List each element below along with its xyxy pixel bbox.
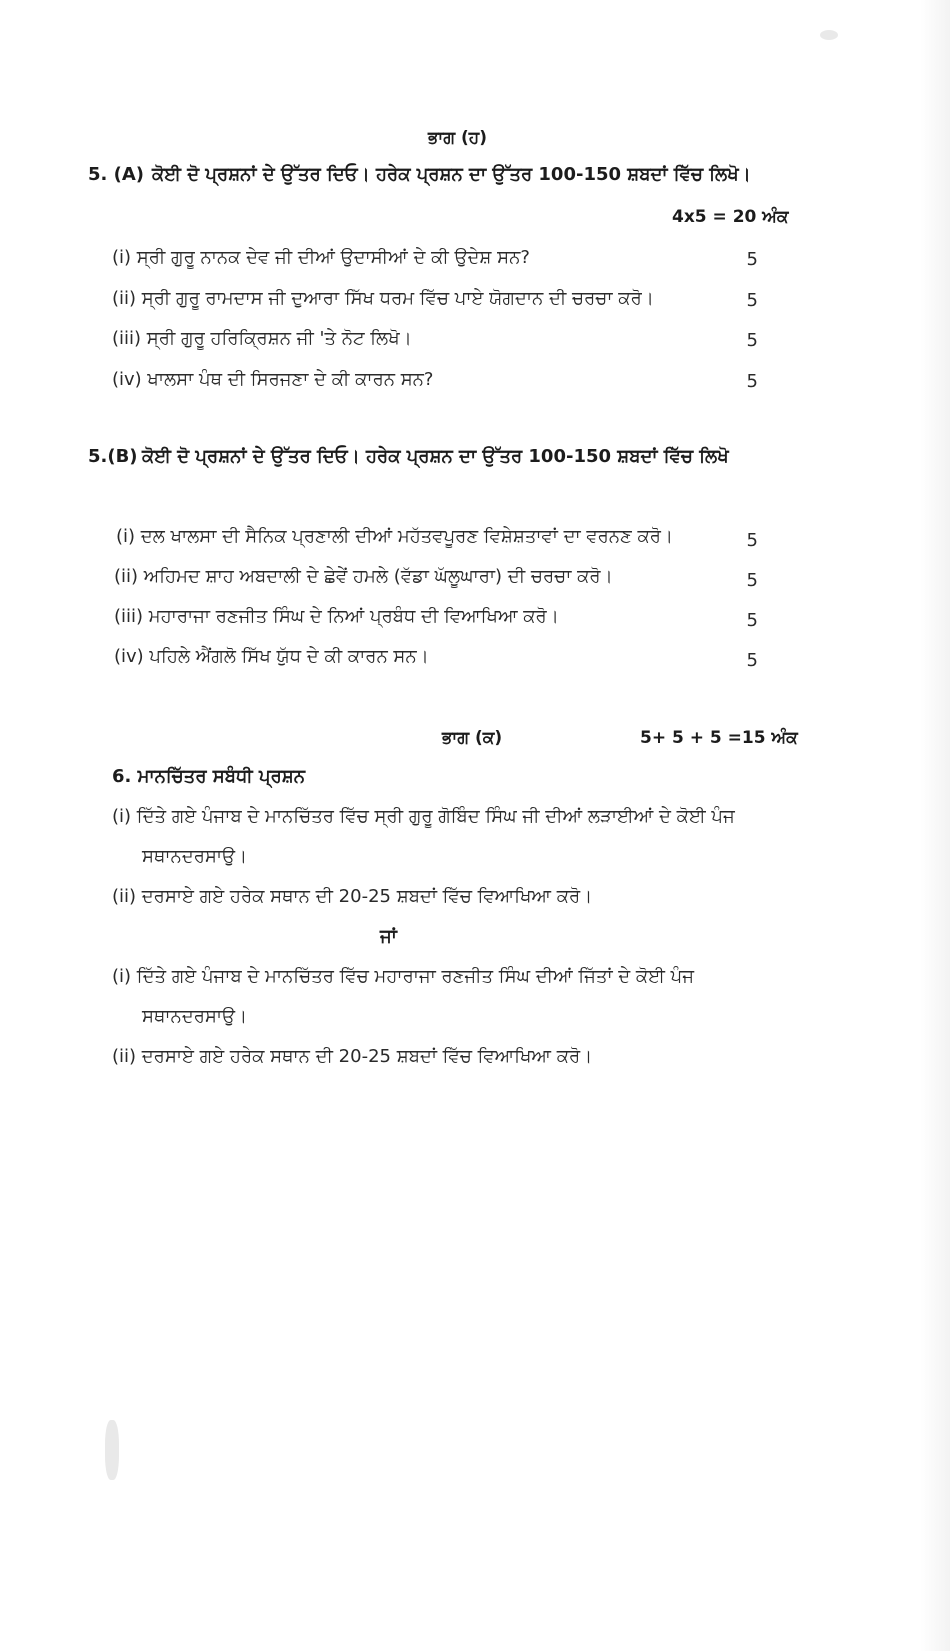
question-5a-instruction: ਕੋਈ ਦੋ ਪ੍ਰਸ਼ਨਾਂ ਦੇ ਉੱਤਰ ਦਿਓ। ਹਰੇਕ ਪ੍ਰਸ਼ਨ ਦਾ ਉੱਤਰ 100-150 ਸ਼ਬਦਾਂ ਵਿੱਚ ਲਿਖੋ।: [152, 164, 751, 185]
question-5b-item-ii: (ii) ਅਹਿਮਦ ਸ਼ਾਹ ਅਬਦਾਲੀ ਦੇ ਛੇਵੇਂ ਹਮਲੇ (ਵੱਡਾ ਘੱਲੂਘਾਰਾ) ਦੀ ਚਰਚਾ ਕਰੋ।: [114, 566, 613, 587]
question-5b-item-i: (i) ਦਲ ਖਾਲਸਾ ਦੀ ਸੈਨਿਕ ਪ੍ਰਣਾਲੀ ਦੀਆਂ ਮਹੱਤਵਪੂਰਣ ਵਿਸ਼ੇਸ਼ਤਾਵਾਂ ਦਾ ਵਰਨਣ ਕਰੋ।: [116, 526, 674, 547]
section-title-part-h: ਭਾਗ (ਹ): [428, 128, 488, 148]
question-5a-marks-total: 4x5 = 20 ਅੰਕ: [672, 207, 789, 227]
question-6-set1-item-ii: (ii) ਦਰਸਾਏ ਗਏ ਹਰੇਕ ਸਥਾਨ ਦੀ 20-25 ਸ਼ਬਦਾਂ ਵਿੱਚ ਵਿਆਖਿਆ ਕਰੋ।: [112, 886, 593, 907]
question-5b-number: 5.(B): [88, 446, 138, 467]
question-5b-item-iv: (iv) ਪਹਿਲੇ ਐਂਗਲੋ ਸਿੱਖ ਯੁੱਧ ਦੇ ਕੀ ਕਾਰਨ ਸਨ।: [114, 646, 429, 667]
scan-edge-shadow: [920, 0, 950, 1651]
question-5b-item-i-marks: 5: [746, 530, 758, 551]
question-6-heading: 6. ਮਾਨਚਿੱਤਰ ਸਬੰਧੀ ਪ੍ਰਸ਼ਨ: [112, 766, 305, 787]
question-6-set1-item-i-line1: (i) ਦਿੱਤੇ ਗਏ ਪੰਜਾਬ ਦੇ ਮਾਨਚਿੱਤਰ ਵਿੱਚ ਸ੍ਰੀ ਗੁਰੂ ਗੋਬਿੰਦ ਸਿੰਘ ਜੀ ਦੀਆਂ ਲੜਾਈਆਂ ਦੇ ਕੋਈ ਪੰਜ: [112, 806, 735, 827]
question-5b-item-ii-marks: 5: [746, 570, 758, 591]
or-separator: ਜਾਂ: [380, 926, 397, 947]
question-5a-item-iii-marks: 5: [746, 330, 758, 351]
question-5b-item-iii-marks: 5: [746, 610, 758, 631]
question-5a-item-iv-marks: 5: [746, 371, 758, 392]
question-5a-item-i: (i) ਸ੍ਰੀ ਗੁਰੂ ਨਾਨਕ ਦੇਵ ਜੀ ਦੀਆਂ ਉਦਾਸੀਆਂ ਦੇ ਕੀ ਉਦੇਸ਼ ਸਨ?: [112, 247, 530, 268]
question-5a-item-iv: (iv) ਖਾਲਸਾ ਪੰਥ ਦੀ ਸਿਰਜਣਾ ਦੇ ਕੀ ਕਾਰਨ ਸਨ?: [112, 369, 434, 390]
scan-smudge: [105, 1420, 119, 1480]
question-5b-item-iv-marks: 5: [746, 650, 758, 671]
question-6-set2-item-ii: (ii) ਦਰਸਾਏ ਗਏ ਹਰੇਕ ਸਥਾਨ ਦੀ 20-25 ਸ਼ਬਦਾਂ ਵਿੱਚ ਵਿਆਖਿਆ ਕਰੋ।: [112, 1046, 593, 1067]
question-6-set2-item-i-line1: (i) ਦਿੱਤੇ ਗਏ ਪੰਜਾਬ ਦੇ ਮਾਨਚਿੱਤਰ ਵਿੱਚ ਮਹਾਰਾਜਾ ਰਣਜੀਤ ਸਿੰਘ ਦੀਆਂ ਜਿੱਤਾਂ ਦੇ ਕੋਈ ਪੰਜ: [112, 966, 694, 987]
question-6-set2-item-i-line2: ਸਥਾਨਦਰਸਾਉ।: [142, 1006, 248, 1027]
question-5a-number: 5. (A): [88, 164, 145, 185]
question-5a-item-ii-marks: 5: [746, 290, 758, 311]
question-6-set1-item-i-line2: ਸਥਾਨਦਰਸਾਉ।: [142, 846, 248, 867]
question-5a-item-iii: (iii) ਸ੍ਰੀ ਗੁਰੂ ਹਰਿਕ੍ਰਿਸ਼ਨ ਜੀ 'ਤੇ ਨੋਟ ਲਿਖੋ।: [112, 328, 412, 349]
question-5a-item-ii: (ii) ਸ੍ਰੀ ਗੁਰੂ ਰਾਮਦਾਸ ਜੀ ਦੁਆਰਾ ਸਿੱਖ ਧਰਮ ਵਿੱਚ ਪਾਏ ਯੋਗਦਾਨ ਦੀ ਚਰਚਾ ਕਰੋ।: [112, 288, 654, 309]
question-5a-item-i-marks: 5: [746, 249, 758, 270]
scan-speck: [820, 30, 838, 40]
part-k-marks-total: 5+ 5 + 5 =15 ਅੰਕ: [640, 728, 798, 748]
question-5b-item-iii: (iii) ਮਹਾਰਾਜਾ ਰਣਜੀਤ ਸਿੰਘ ਦੇ ਨਿਆਂ ਪ੍ਰਬੰਧ ਦੀ ਵਿਆਖਿਆ ਕਰੋ।: [114, 606, 559, 627]
question-5b-instruction: ਕੋਈ ਦੋ ਪ੍ਰਸ਼ਨਾਂ ਦੇ ਉੱਤਰ ਦਿਓ। ਹਰੇਕ ਪ੍ਰਸ਼ਨ ਦਾ ਉੱਤਰ 100-150 ਸ਼ਬਦਾਂ ਵਿੱਚ ਲਿਖੋ: [142, 446, 729, 467]
section-title-part-k: ਭਾਗ (ਕ): [442, 728, 503, 748]
